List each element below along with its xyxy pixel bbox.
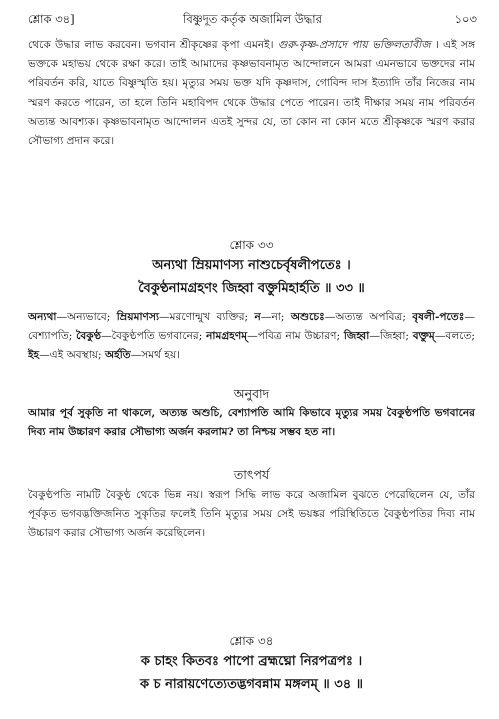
synonym-word: ন [254,311,261,323]
synonym-meaning: —অত্যন্ত অপবিত্র; [324,311,413,323]
verse-34-line-2: ক চ নারায়ণেত্যেতদ্ভগবন্নাম মঙ্গলম্ ॥ ৩৪ ॥ [139,677,364,692]
synonym-word: বৈকুণ্ঠ [76,330,102,343]
verse-34-line-1: ক চাহং কিতবঃ পাপো ব্রহ্মঘ্নো নিরপত্রপঃ । [140,654,363,669]
verse-33-label: শ্লোক ৩৩ [229,238,274,252]
page-number: ১০৩ [454,12,477,26]
purport-text: বৈকুণ্ঠপতি নামটি বৈকুণ্ঠ থেকে ভিন্ন নয়। স্বরূপ সিদ্ধি লাভ করে অজামিল বুঝতে পেরেছিলেন যে, তাঁর পূর্বকৃত ভগবদ্ভক্তিজনিত সুকৃতির ফলেই তিনি মৃত্যুর সময় সেই ভয়ঙ্কর পরিস্থিতিতে বৈকুণ্ঠপতির দিব্য নাম উচ্চারণ করার সৌভাগ্য অর্জন করেছিলেন। [28,489,475,540]
synonym-word: অন্যথা [28,311,57,323]
synonym-meaning: —এই অবস্থায়; [39,349,105,362]
synonym-word: অর্হতি [104,349,131,362]
synonyms-paragraph [28,308,475,366]
synonym-word: ম্রিয়মাণস্য [116,311,160,323]
running-header [28,10,477,28]
synonym-meaning: —বলতে; [434,330,475,343]
intro-text-start: থেকে উদ্ধার লাভ করবেন। ভগবান শ্রীকৃষ্ণের কৃপা এমনই। [28,39,274,51]
header-chapter-title: বিষ্ণুদূত কর্তৃক অজামিল উদ্ধার [183,12,322,26]
synonym-meaning: —জিহ্বা; [369,330,413,343]
intro-text-rest: । এই সঙ্গ ভক্তকে মহাভয় থেকে রক্ষা করে। তাই আমাদের কৃষ্ণভাবনামৃত আন্দোলনে আমরা এমনভাবে ভক্তদের নাম পরিবর্তন করি, যাতে বিষ্ণুস্মৃতি হয়। মৃত্যুর সময় ভক্ত যদি কৃষ্ণদাস, গোবিন্দ দাস ইত্যাদি তাঁর নিজের নাম স্মরণ করতে পারেন, তা হলে তিনি মহাবিপদ থেকে উদ্ধার পেতে পারেন। তাই দীক্ষার সময় নাম পরিবর্তন অত্যন্ত আবশ্যক। কৃষ্ণভাবনামৃত আন্দোলন এতই সুন্দর যে, তা কোন না কোন মতে শ্রীকৃষ্ণকে স্মরণ করার সৌভাগ্য প্রদান করে। [28,39,475,148]
synonym-meaning: —সমর্থ হয়। [130,349,180,362]
purport-heading: তাৎপর্য [233,467,270,482]
verse-34-text [28,650,475,696]
synonym-word: জিহ্বা [343,330,370,343]
intro-quote: গুরু-কৃষ্ণ-প্রসাদে পায় ভক্তিলতাবীজ [277,39,431,51]
synonym-meaning: —বেশ্যাপতি; [28,311,475,343]
synonym-meaning: —অন্যভাবে; [56,311,117,323]
verse-33-text [28,254,475,300]
translation-text: আমার পূর্ব সুকৃতি না থাকলে, অত্যন্ত অশুচি, বেশ্যাপতি আমি কিভাবে মৃত্যুর সময় বৈকুণ্ঠপতি ভগবানের দিব্য নাম উচ্চারণ করার সৌভাগ্য অর্জন করলাম? তা নিশ্চয় সম্ভব হত না। [28,407,475,439]
synonym-meaning: —বৈকুণ্ঠপতি ভগবানের; [101,330,207,343]
synonym-word: বক্তুম্ [412,330,435,343]
translation-heading: অনুবাদ [233,386,270,401]
synonym-word: বৃষলী-পতেঃ [412,311,465,323]
synonym-word: নামগ্রহণম্ [206,330,248,343]
synonym-meaning: —না; [260,311,291,323]
intro-paragraph [28,36,475,151]
synonym-word: ইহ [28,349,40,362]
synonym-word: অশুচেঃ [290,311,325,323]
verse-33-line-2: বৈকুণ্ঠনামগ্রহণং জিহ্বা বক্তুমিহার্হতি ॥ ৩৩ ॥ [138,281,365,296]
synonym-meaning: —পবিত্র নাম উচ্চারণ; [247,330,344,343]
verse-34-label: শ্লোক ৩৪ [229,634,274,648]
verse-33-line-1: অন্যথা ম্রিয়মাণস্য নাশুচের্বৃষলীপতেঃ । [152,258,351,273]
header-verse-ref: শ্লোক ৩৪] [28,12,75,26]
synonym-meaning: —মরণোন্মুখ ব্যক্তির; [159,311,255,323]
